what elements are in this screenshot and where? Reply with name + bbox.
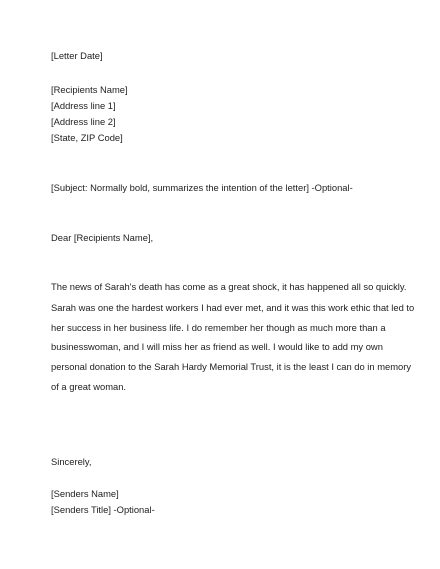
body-line: of a great woman.: [51, 381, 127, 392]
sender-name: [Senders Name]: [51, 488, 119, 499]
recipient-state-zip: [State, ZIP Code]: [51, 132, 123, 143]
body-line: The news of Sarah's death has come as a great shock, it has happened all so quickly.: [51, 281, 407, 292]
recipient-address-line-1: [Address line 1]: [51, 100, 116, 111]
body-line: Sarah was one the hardest workers I had ever met, and it was this work ethic that led to: [51, 302, 415, 313]
body-line: personal donation to the Sarah Hardy Memorial Trust, it is the least I can do in memory: [51, 361, 412, 372]
recipient-address-line-2: [Address line 2]: [51, 116, 116, 127]
letter-subject: [Subject: Normally bold, summarizes the intention of the letter] -Optional-: [51, 182, 353, 193]
body-line: businesswoman, and I will miss her as friend as well. I would like to add my own: [51, 341, 383, 352]
closing: Sincerely,: [51, 456, 92, 467]
recipient-name: [Recipients Name]: [51, 84, 128, 95]
sender-title: [Senders Title] -Optional-: [51, 504, 155, 515]
salutation: Dear [Recipients Name],: [51, 232, 154, 243]
letter-date: [Letter Date]: [51, 50, 103, 61]
body-line: her success in her business life. I do remember her though as much more than a: [51, 322, 386, 333]
